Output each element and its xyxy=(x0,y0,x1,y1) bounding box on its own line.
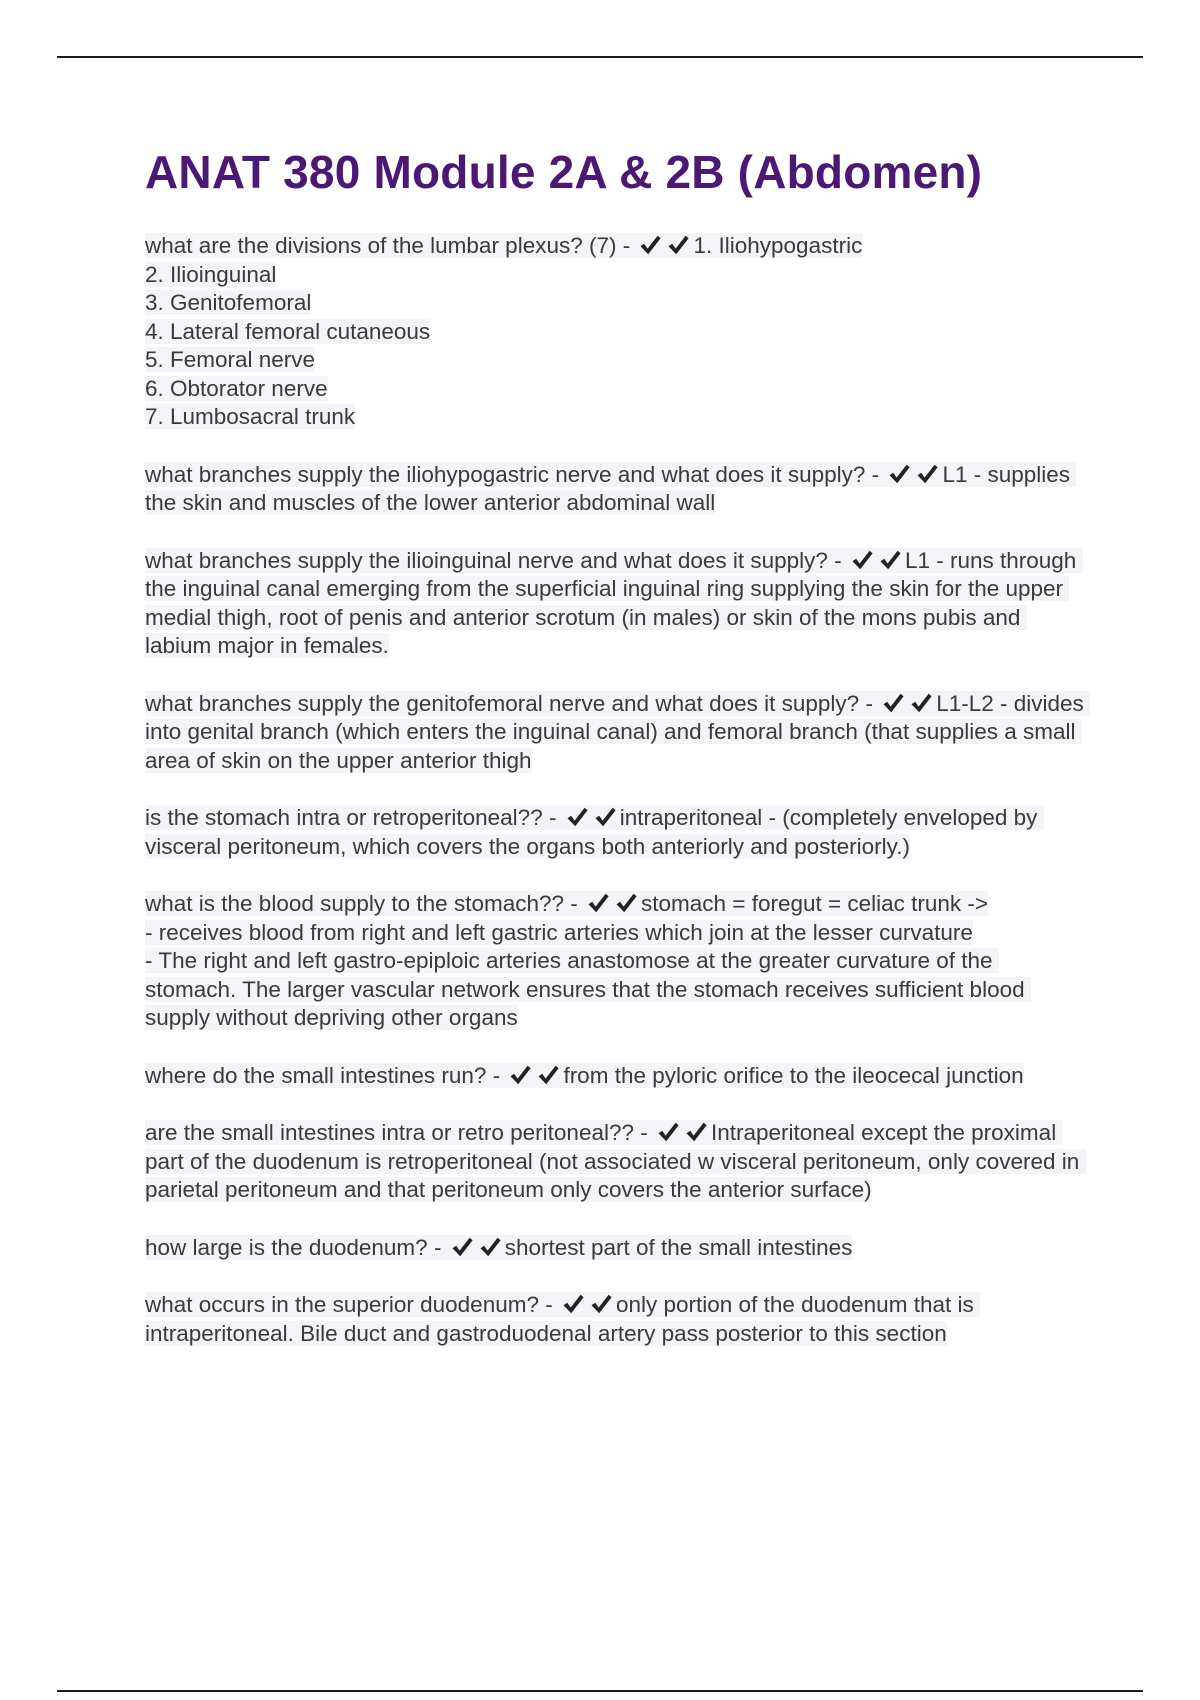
flashcard-list xyxy=(145,232,1091,1377)
flashcard xyxy=(145,804,1085,861)
flashcard-question: what branches supply the iliohypogastric nerve and what does it supply? - xyxy=(145,461,886,487)
flashcard-text xyxy=(145,233,862,429)
answer-marker xyxy=(506,1063,560,1088)
flashcard-answer: only portion of the duodenum that is intraperitoneal. Bile duct and gastroduodenal artery pass posterior to this section xyxy=(145,1292,980,1346)
flashcard-answer: shortest part of the small intestines xyxy=(504,1234,853,1260)
flashcard-question: what are the divisions of the lumbar plexus? (7) - xyxy=(145,233,637,258)
flashcard-answer: L1-L2 - divides into genital branch (which enters the inguinal canal) and femoral branch (that supplies a small area of skin on the upper anterior thigh xyxy=(145,690,1091,773)
flashcard-text xyxy=(145,805,1044,859)
answer-marker xyxy=(879,691,933,716)
flashcard-text xyxy=(145,548,1083,659)
flashcard-text xyxy=(145,1120,1086,1202)
checkmark-icon xyxy=(638,234,662,256)
checkmark-icon xyxy=(536,1064,560,1086)
flashcard xyxy=(145,1234,1085,1263)
flashcard-answer: L1 - supplies the skin and muscles of the lower anterior abdominal wall xyxy=(145,461,1077,515)
flashcard-question: what branches supply the ilioinguinal nerve and what does it supply? - xyxy=(145,547,848,573)
flashcard-answer: stomach = foregut = celiac trunk -> - receives blood from right and left gastric arteries which join at the lesser curvature - The right and left gastro-epiploic arteries anastomose at the greater curvature of the stomach. The larger vascular network ensures that the stomach receives sufficient blood supply without depriving other organs xyxy=(145,891,1025,1030)
flashcard-question: where do the small intestines run? - xyxy=(145,1062,507,1088)
answer-marker xyxy=(885,462,939,487)
flashcard xyxy=(145,690,1091,776)
flashcard-answer: from the pyloric orifice to the ileocecal junction xyxy=(563,1062,1024,1088)
checkmark-icon xyxy=(666,234,690,256)
checkmark-icon xyxy=(656,1121,680,1143)
checkmark-icon xyxy=(684,1121,708,1143)
answer-marker xyxy=(559,1292,613,1317)
flashcard-question: are the small intestines intra or retro peritoneal?? - xyxy=(145,1120,654,1145)
checkmark-icon xyxy=(915,463,939,485)
checkmark-icon xyxy=(878,549,902,571)
flashcard xyxy=(145,461,1085,518)
flashcard-answer: 1. Iliohypogastric 2. Ilioinguinal 3. Genitofemoral 4. Lateral femoral cutaneous 5. Femoral nerve 6. Obtorator nerve 7. Lumbosacral trunk xyxy=(145,233,863,429)
flashcard-question: how large is the duodenum? - xyxy=(145,1234,448,1260)
flashcard xyxy=(145,232,1085,432)
flashcard xyxy=(145,1291,1085,1348)
checkmark-icon xyxy=(850,549,874,571)
checkmark-icon xyxy=(586,892,610,914)
checkmark-icon xyxy=(593,806,617,828)
bottom-rule xyxy=(57,1690,1143,1692)
flashcard-text xyxy=(145,1235,852,1260)
answer-marker xyxy=(654,1120,708,1145)
flashcard-answer: intraperitoneal - (completely enveloped by visceral peritoneum, which covers the organs both anteriorly and posteriorly.) xyxy=(145,805,1044,859)
flashcard-question: what occurs in the superior duodenum? - xyxy=(145,1292,559,1317)
top-rule xyxy=(57,56,1143,58)
checkmark-icon xyxy=(561,1293,585,1315)
flashcard xyxy=(145,1062,1085,1091)
checkmark-icon xyxy=(450,1236,474,1258)
answer-marker xyxy=(563,805,617,830)
flashcard-text xyxy=(145,1292,980,1346)
document-title: ANAT 380 Module 2A & 2B (Abdomen) xyxy=(145,146,983,198)
checkmark-icon xyxy=(508,1064,532,1086)
flashcard xyxy=(145,890,1085,1033)
answer-marker xyxy=(448,1235,502,1260)
flashcard-question: what is the blood supply to the stomach?? - xyxy=(145,891,585,916)
checkmark-icon xyxy=(887,463,911,485)
flashcard-text xyxy=(145,462,1076,516)
flashcard-text xyxy=(145,1063,1024,1088)
flashcard xyxy=(145,547,1085,661)
checkmark-icon xyxy=(565,806,589,828)
answer-marker xyxy=(636,233,690,258)
checkmark-icon xyxy=(614,892,638,914)
answer-marker xyxy=(584,891,638,916)
flashcard-text xyxy=(145,691,1090,773)
flashcard-question: is the stomach intra or retroperitoneal?? - xyxy=(145,805,563,830)
flashcard-text xyxy=(145,891,1031,1030)
checkmark-icon xyxy=(478,1236,502,1258)
flashcard xyxy=(145,1119,1085,1205)
flashcard-answer: Intraperitoneal except the proximal part of the duodenum is retroperitoneal (not associated w visceral peritoneum, only covered in parietal peritoneum and that peritoneum only covers the anterior surface) xyxy=(145,1120,1086,1202)
checkmark-icon xyxy=(909,692,933,714)
checkmark-icon xyxy=(881,692,905,714)
answer-marker xyxy=(848,548,902,573)
flashcard-answer: L1 - runs through the inguinal canal emerging from the superficial inguinal ring supplying the skin for the upper medial thigh, root of penis and anterior scrotum (in males) or skin of the mons pubis and labium major in females. xyxy=(145,547,1083,658)
flashcard-question: what branches supply the genitofemoral nerve and what does it supply? - xyxy=(145,690,880,716)
checkmark-icon xyxy=(589,1293,613,1315)
